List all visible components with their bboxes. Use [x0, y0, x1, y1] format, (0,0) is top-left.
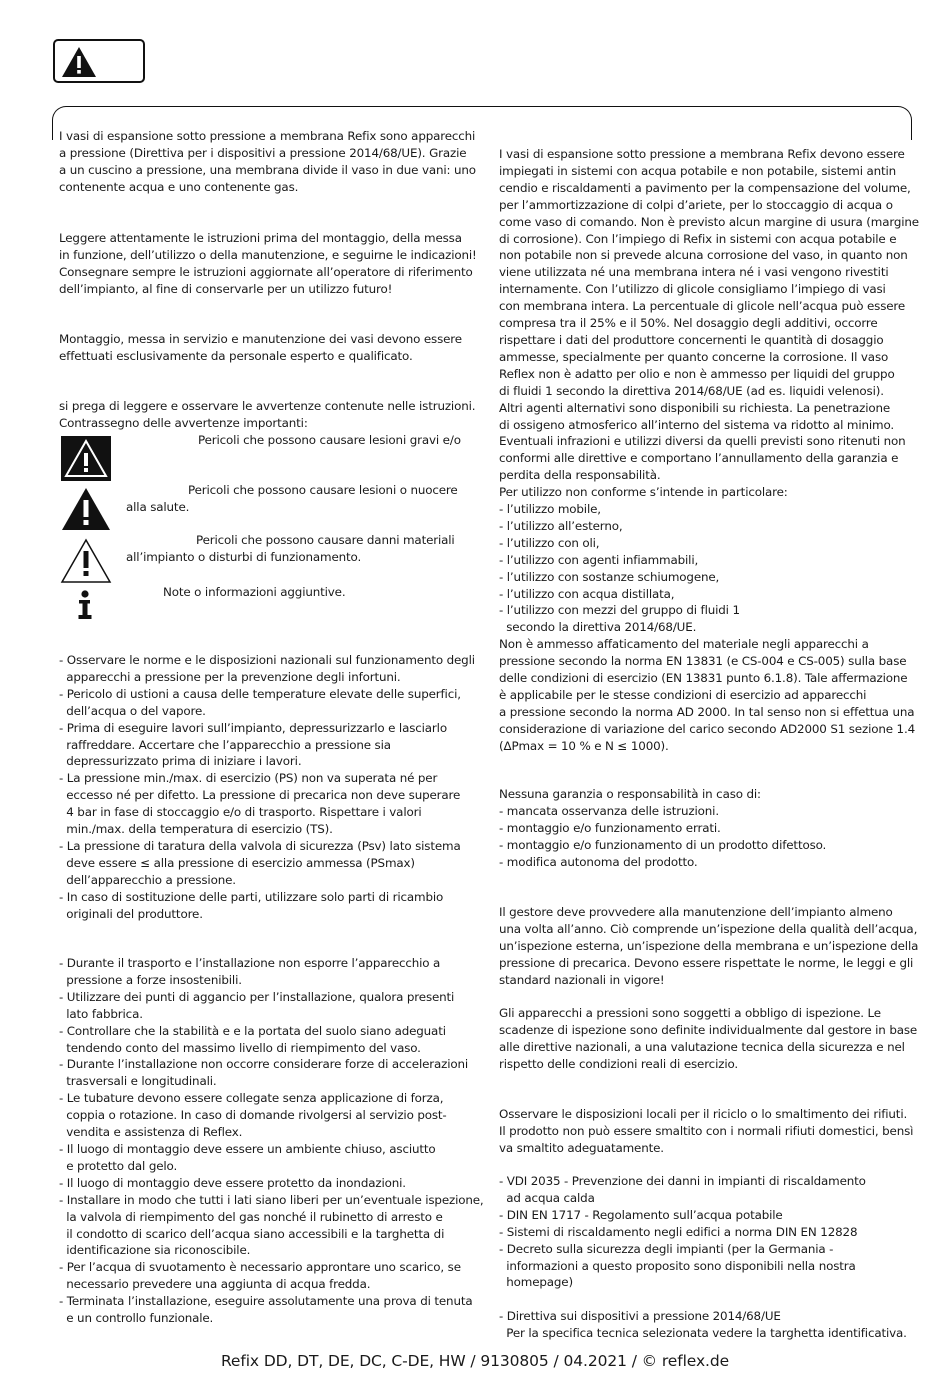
references-list: - VDI 2035 - Prevenzione dei danni in impianti di riscaldamento ad acqua calda - DIN EN 1717 - Regolamento sull’acqua potabile - Sistemi di riscaldamento negli edifici a norma DIN EN 12828 - Decreto sulla sicurezza degli impianti (per la Germania - informazioni a questo proposito sono disponibili nella nostra homepage): [499, 1174, 866, 1290]
disposal-paragraph: Osservare le disposizioni locali per il riciclo o lo smaltimento dei rifiuti. Il prodotto non può essere smaltito con i normali rifiuti domestici, bensì va smaltito adeguatamente.: [499, 1107, 914, 1155]
usage-paragraph: I vasi di espansione sotto pressione a membrana Refix devono essere impiegati in sistemi con acqua potabile e non potabile, sistemi antin cendio e riscaldamenti a pavimento per la compensazione del volume, per l’ammortizzazione di colpi d’ariete, per lo stoccaggio di acqua o come vaso di comando. Non è previsto alcun margine di usura (margine di corrosione). Con l’impiego di Refix in sistemi con acqua potabile e non potabile non si prevede alcuna corrosione del vaso, in quanto non viene utilizzata né una membrana intera né i vasi vengono rivestiti internamente. Con l’utilizzo di glicole consigliamo l’impiego di vasi con membrana intera. La percentuale di glicole nell’acqua può essere compresa tra il 25% e il 50%. Nel dosaggio degli additivi, occorre rispettare i dati del produttore concernenti le quantità di dosaggio ammesse, specialmente per quanto concerne la corrosione. Il vaso Reflex non è adatto per olio e non è ammesso per liquidi del gruppo di fluidi 1 secondo la direttiva 2014/68/UE (ad es. liquidi velenosi). Altri agenti alternativi sono disponibili su richiesta. La penetrazione di ossigeno atmosferico all’interno del sistema va ridotto al minimo. Eventuali infrazioni e utilizzi diversi da quelli previsti sono ritenuti non conformi alle direttive e comportano l’annullamento della garanzia e perdita della responsabilità. Per utilizzo non conforme s’intende in particolare: - l’utilizzo mobile, - l’utilizzo all’esterno, - l’utilizzo con oli, - l’utilizzo con agenti infiammabili, - l’utilizzo con sostanze schiumogene, - l’utilizzo con acqua distillata, - l’utilizzo con mezzi del gruppo di fluidi 1 secondo la direttiva 2014/68/UE. Non è ammesso affaticamento del materiale negli apparecchi a pressione secondo la norma EN 13831 (e CS-004 e CS-005) sulla base delle condizioni di esercizio (EN 13831 punto 6.1.8). Tale affermazione è applicabile per le stesse condizioni di esercizio ad apparecchi a pressione secondo la norma AD 2000. In tal senso non si effettua una considerazione di variazione del carico secondo AD2000 S1 sezione 1.4 (ΔPmax = 10 % e N ≤ 1000).: [499, 147, 919, 753]
personnel-paragraph: Montaggio, messa in servizio e manutenzione dei vasi devono essere effettuati esclusivamente da personale esperto e qualificato.: [59, 332, 462, 363]
warning-text: Pericoli che possono causare lesioni o nuocere alla salute.: [126, 483, 458, 514]
liability-list: Nessuna garanzia o responsabilità in caso di: - mancata osservanza delle istruzioni. - montaggio e/o funzionamento errati. - montaggio e/o funzionamento di un prodotto difettoso. - modifica autonoma del prodotto.: [499, 787, 827, 869]
instructions-paragraph: Leggere attentamente le istruzioni prima del montaggio, della messa in funzione, dell’utilizzo o della manutenzione, e seguirne le indicazioni! Consegnare sempre le istruzioni aggiornate all’operatore di riferimento dell’impianto, al fine di conservarle per un utilizzo futuro!: [59, 231, 477, 296]
document-footer: Refix DD, DT, DE, DC, C-DE, HW / 9130805 / 04.2021 / © reflex.de: [220, 1352, 730, 1370]
maintenance-paragraph: Il gestore deve provvedere alla manutenzione dell’impianto almeno una volta all’anno. Ciò comprende un’ispezione della qualità dell’acqua, un’ispezione esterna, un’ispezione della membrana e un’ispezione della pressione di precarica. Devono essere rispettate le norme, le leggi e gli standard nazionali in vigore!: [499, 905, 919, 987]
intro-paragraph: I vasi di espansione sotto pressione a membrana Refix sono apparecchi a pressione (Direttiva per i dispositivi a pressione 2014/68/UE). Grazie a un cuscino a pressione, una membrana divide il vaso in due vani: uno contenente acqua e uno contenente gas.: [59, 129, 476, 194]
caution-text: Pericoli che possono causare danni materiali all’impianto o disturbi di funzionamento.: [126, 533, 455, 564]
inspection-paragraph: Gli apparecchi a pressioni sono soggetti a obbligo di ispezione. Le scadenze di ispezione sono definite individualmente dal gestore in base alle direttive nazionali, a una valutazione tecnica della sicurezza e nel rispetto delle condizioni reali di esercizio.: [499, 1006, 918, 1071]
info-icon: [76, 590, 94, 620]
installation-list: - Durante il trasporto e l’installazione non esporre l’apparecchio a pressione a forze insostenibili. - Utilizzare dei punti di aggancio per l’installazione, qualora presenti lato fabbrica. - Controllare che la stabilità e e la portata del suolo siano adeguati tendendo conto del massimo livello di riempimento del vaso. - Durante l’installazione non occorre considerare forze di accelerazioni trasversali e longitudinali. - Le tubature devono essere collegate senza applicazione di forza, coppia o rotazione. In caso di domande rivolgersi al servizio post- vendita e assistenza di Reflex. - Il luogo di montaggio deve essere un ambiente chiuso, asciutto e protetto dal gelo. - Il luogo di montaggio deve essere protetto da inondazioni. - Installare in modo che tutti i lati siano liberi per un’eventuale ispezione, la valvola di riempimento del gas nonché il rubinetto di arresto e il condotto di scarico dell’acqua siano accessibili e la targhetta di identificazione sia riconoscibile. - Per l’acqua di svuotamento è necessario approntare uno scarico, se necessario prevedere una aggiunta di acqua fredda. - Terminata l’installazione, eseguire assolutamente una prova di tenuta e un controllo funzionale.: [59, 956, 484, 1326]
warning-icon: [59, 45, 101, 79]
info-text: Note o informazioni aggiuntive.: [163, 585, 346, 599]
warning-icon: [60, 486, 112, 532]
danger-text: Pericoli che possono causare lesioni gravi e/o: [198, 433, 461, 447]
warnings-intro-paragraph: si prega di leggere e osservare le avvertenze contenute nelle istruzioni. Contrassegno delle avvertenze importanti:: [59, 399, 476, 430]
danger-icon: [60, 435, 112, 482]
caution-icon: [60, 538, 112, 584]
directive-note: - Direttiva sui dispositivi a pressione 2014/68/UE Per la specifica tecnica selezionata vedere la targhetta identificativa.: [499, 1309, 907, 1340]
header-warning-box: [53, 39, 145, 83]
safety-list: - Osservare le norme e le disposizioni nazionali sul funzionamento degli apparecchi a pressione per la prevenzione degli infortuni. - Pericolo di ustioni a causa delle temperature elevate delle superfici, dell’acqua o del vapore. - Prima di eseguire lavori sull’impianto, depressurizzarlo e lasciarlo raffreddare. Accertare che l’apparecchio a pressione sia depressurizzato prima di iniziare i lavori. - La pressione min./max. di esercizio (PS) non va superata né per eccesso né per difetto. La pressione di precarica non deve superare 4 bar in fase di stoccaggio e/o di trasporto. Rispettare i valori min./max. della temperatura di esercizio (TS). - La pressione di taratura della valvola di sicurezza (Psv) lato sistema deve essere ≤ alla pressione di esercizio ammessa (PSmax) dell’apparecchio a pressione. - In caso di sostituzione delle parti, utilizzare solo parti di ricambio originali del produttore.: [59, 653, 475, 921]
